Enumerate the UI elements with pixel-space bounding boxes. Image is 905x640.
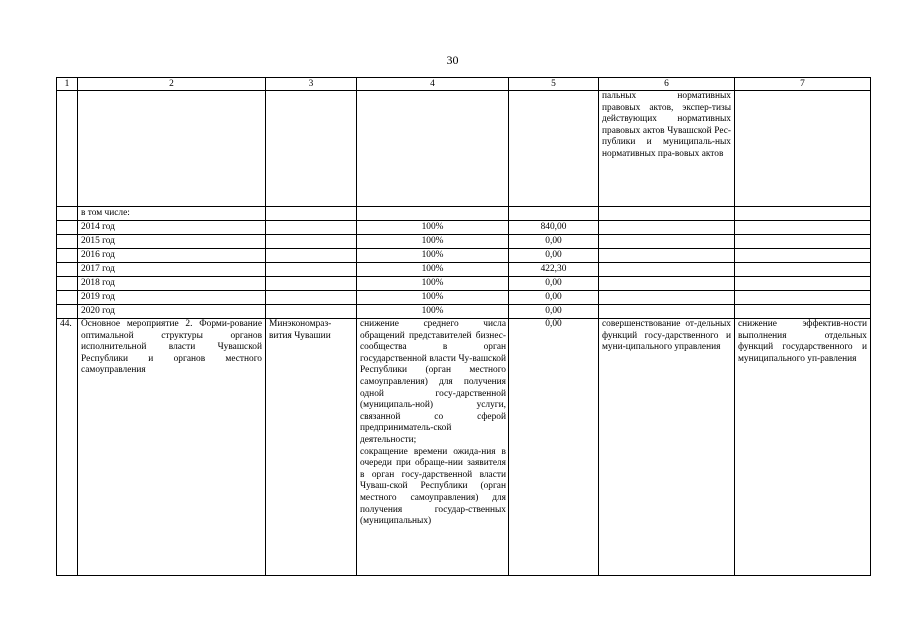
year-percent: 100% xyxy=(357,263,509,277)
measures-table xyxy=(56,77,871,576)
col-header-1: 1 xyxy=(57,78,78,91)
year-amount: 0,00 xyxy=(509,291,599,305)
year-amount: 0,00 xyxy=(509,235,599,249)
year-row xyxy=(57,291,871,305)
year-label: 2018 год xyxy=(78,277,266,291)
year-row xyxy=(57,249,871,263)
row-number: 44. xyxy=(57,319,78,576)
expected-result: совершенствование от-дельных функций госу-дарственного и муни-ципального управления xyxy=(599,319,735,576)
year-percent: 100% xyxy=(357,305,509,319)
indicator-text-2: сокращение времени ожида-ния в очереди при обраще-нии заявителя в орган госу-дарственной власти Чуваш-ской Республики (орган местного самоуправления) для получения государ-ственных (муниципальных) xyxy=(360,446,506,527)
indicator-text-1: снижение среднего числа обращений представителей бизнес-сообщества в орган государственной власти Чу-вашской Республики (орган местного самоуправления) для получения одной госу-дарственной (муниципаль-ной) услуги, связанной со сферой предприниматель-ской деятельности; xyxy=(360,319,506,445)
measure-amount: 0,00 xyxy=(509,319,599,576)
continuation-row xyxy=(57,91,871,207)
year-amount: 0,00 xyxy=(509,277,599,291)
year-percent: 100% xyxy=(357,277,509,291)
col-header-6: 6 xyxy=(599,78,735,91)
year-label: 2016 год xyxy=(78,249,266,263)
year-amount: 0,00 xyxy=(509,249,599,263)
non-implementation-consequence: снижение эффектив-ности выполнения отдельных функций государственного и муниципального уп-равления xyxy=(735,319,871,576)
year-percent: 100% xyxy=(357,235,509,249)
year-amount: 422,30 xyxy=(509,263,599,277)
year-percent: 100% xyxy=(357,291,509,305)
year-row xyxy=(57,305,871,319)
in-that-row xyxy=(57,207,871,221)
year-percent: 100% xyxy=(357,221,509,235)
year-label: 2017 год xyxy=(78,263,266,277)
measure-name: Основное мероприятие 2. Форми-рование оптимальной структуры органов исполнительной власти Чувашской Республики и органов местного самоуправления xyxy=(78,319,266,576)
year-amount: 840,00 xyxy=(509,221,599,235)
col-header-3: 3 xyxy=(266,78,357,91)
year-percent: 100% xyxy=(357,249,509,263)
year-label: 2014 год xyxy=(78,221,266,235)
year-row xyxy=(57,277,871,291)
page-number: 30 xyxy=(446,53,459,67)
continuation-result-text: пальных нормативных правовых актов, экспер-тизы действующих нормативных правовых актов Чувашской Рес-публики и муниципаль-ных нормативных пра-вовых актов xyxy=(599,91,735,207)
measure-row-44 xyxy=(57,319,871,576)
column-number-row xyxy=(57,78,871,91)
year-label: 2015 год xyxy=(78,235,266,249)
col-header-5: 5 xyxy=(509,78,599,91)
year-row xyxy=(57,263,871,277)
indicator-cell xyxy=(357,319,509,576)
year-amount: 0,00 xyxy=(509,305,599,319)
year-label: 2020 год xyxy=(78,305,266,319)
col-header-2: 2 xyxy=(78,78,266,91)
year-label: 2019 год xyxy=(78,291,266,305)
col-header-4: 4 xyxy=(357,78,509,91)
year-row xyxy=(57,235,871,249)
executor: Минэкономраз-вития Чувашии xyxy=(266,319,357,576)
in-that-label: в том числе: xyxy=(78,207,266,221)
col-header-7: 7 xyxy=(735,78,871,91)
year-row xyxy=(57,221,871,235)
